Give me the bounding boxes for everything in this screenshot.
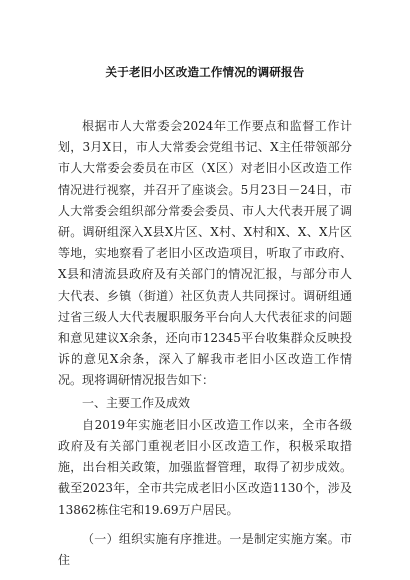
paragraph-subsection-1: （一）组织实施有序推进。一是制定实施方案。市住 [58,531,352,568]
paragraph-intro: 根据市人大常委会2024年工作要点和监督工作计划，3月X日，市人大常委会党组书记、X主任带领部分市人大常委会委员在市区（X区）对老旧小区改造工作情况进行视察，并召开了座谈会。5月23日－24日，市人大常委会组织部分常委会委员、市人大代表开展了调研。调研组深入X县X片区、X村、X村和X、X、X片区等地，实地察看了老旧小区改造项目，听取了市政府、X县和清流县政府及有关部门的情况汇报，与部分市人大代表、乡镇（街道）社区负责人共同探讨。调研组通过省三级人大代表履职服务平台向人大代表征求的问题和意见建议X余条，还向市12345平台收集群众反映投诉的意见X余条，深入了解我市老旧小区改造工作情况。现将调研情况报告如下： [58,119,352,388]
report-body [58,116,352,571]
paragraph-achievements: 自2019年实施老旧小区改造工作以来，全市各级政府及有关部门重视老旧小区改造工作，积极采取措施，出台相关政策，加强监督管理，取得了初步成效。截至2023年，全市共完成老旧小区改造1130个，涉及13862栋住宅和19.69万户居民。 [58,417,352,517]
section-heading-main-work: 一、主要工作及成效 [82,395,191,410]
report-title: 关于老旧小区改造工作情况的调研报告 [105,65,305,79]
